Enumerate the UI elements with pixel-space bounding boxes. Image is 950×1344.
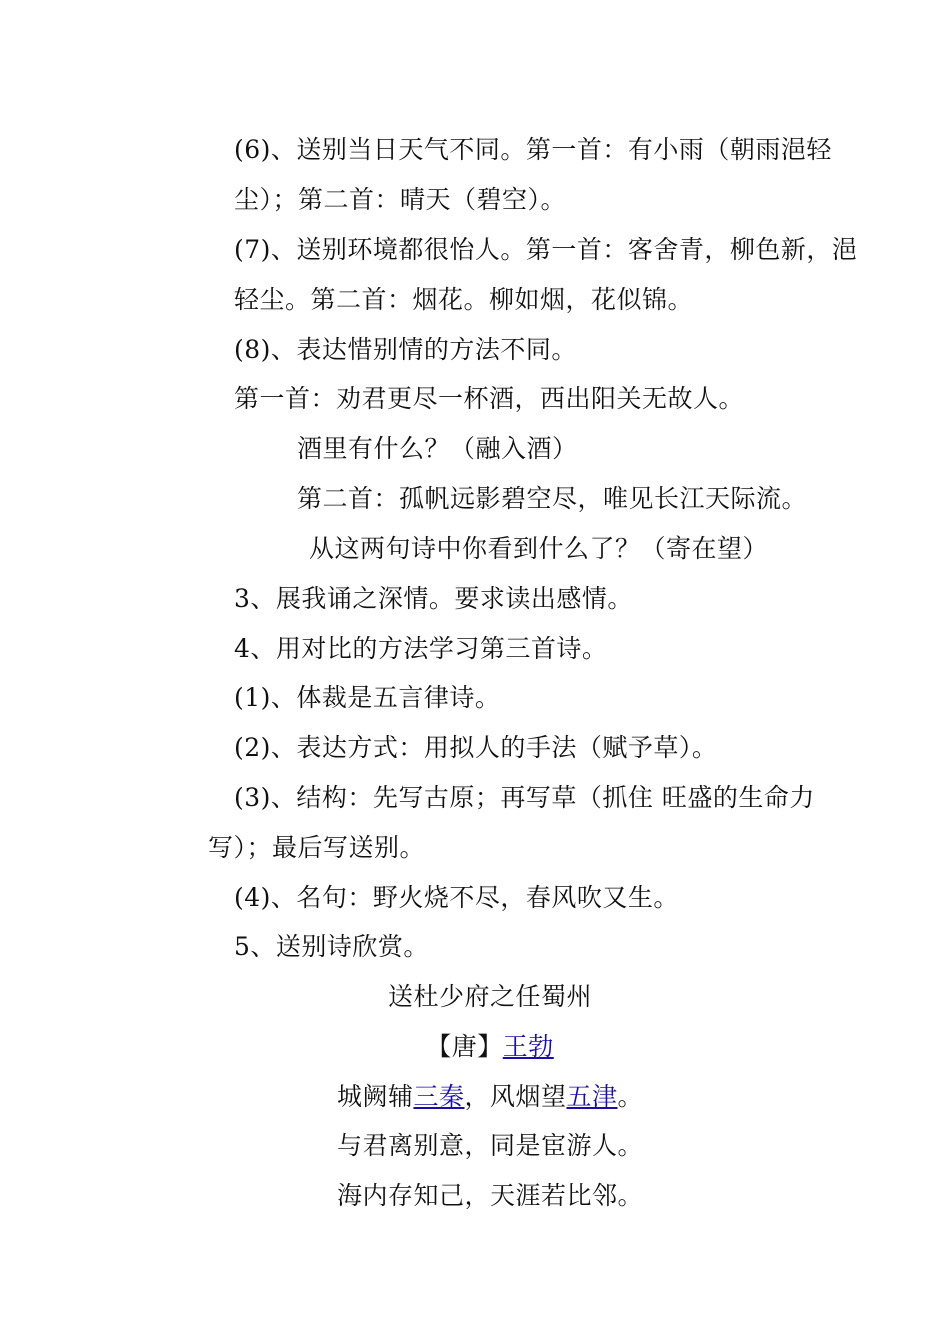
text-line: (1)、体裁是五言律诗。: [234, 683, 501, 712]
text-line: (8)、表达惜别情的方法不同。: [234, 335, 577, 364]
poem-text: 。: [617, 1082, 644, 1111]
text-line: 第一首：劝君更尽一杯酒，西出阳关无故人。: [234, 384, 745, 413]
text-line: 从这两句诗中你看到什么了？（寄在望）: [309, 534, 769, 563]
poem-line-3: 海内存知己，天涯若比邻。: [336, 1181, 643, 1210]
poem-byline: [0, 1032, 950, 1062]
author-link[interactable]: 王勃: [502, 1032, 554, 1061]
text-line: 4、用对比的方法学习第三首诗。: [234, 634, 608, 663]
text-line: 写）；最后写送别。: [208, 833, 426, 862]
poem-dynasty: 【唐】: [426, 1032, 503, 1061]
text-line: 第二首：孤帆远影碧空尽，唯见长江天际流。: [297, 484, 808, 513]
poem-text: ，风烟望: [464, 1082, 567, 1111]
text-line: (6)、送别当日天气不同。第一首：有小雨（朝雨浥轻: [234, 135, 832, 164]
text-line: (3)、结构：先写古原；再写草（抓住 旺盛的生命力: [234, 783, 815, 812]
poem-line-2: 与君离别意，同是宦游人。: [336, 1131, 643, 1160]
text-line: (7)、送别环境都很怡人。第一首：客舍青，柳色新，浥: [234, 235, 858, 264]
text-line: 尘）；第二首：晴天（碧空）。: [234, 185, 567, 214]
text-line: (2)、表达方式：用拟人的手法（赋予草）。: [234, 733, 718, 762]
poem-line-1: [0, 1082, 950, 1112]
text-line: 酒里有什么？（融入酒）: [297, 434, 578, 463]
poem-title: 送杜少府之任蜀州: [387, 982, 592, 1011]
text-line: (4)、名句：野火烧不尽，春风吹又生。: [234, 883, 679, 912]
wujin-link[interactable]: 五津: [566, 1082, 618, 1111]
sanqin-link[interactable]: 三秦: [413, 1082, 465, 1111]
text-line: 3、展我诵之深情。要求读出感情。: [234, 584, 633, 613]
text-line: 轻尘。第二首：烟花。柳如烟，花似锦。: [234, 285, 694, 314]
poem-text: 城阙辅: [336, 1082, 414, 1111]
text-line: 5、送别诗欣赏。: [234, 932, 429, 961]
